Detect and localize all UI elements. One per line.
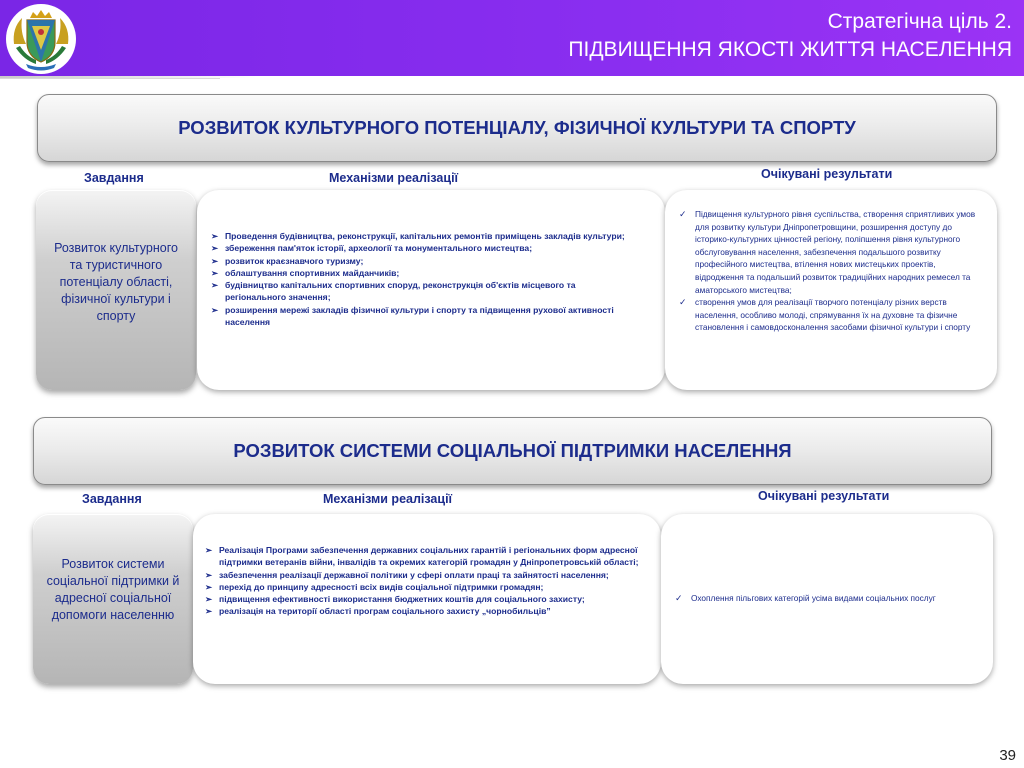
list-item: ➢ реалізація на території області програм соціального захисту „чорнобильців” (205, 606, 551, 617)
arrow-bullet-icon: ➢ (211, 243, 219, 254)
section2-results-list (673, 592, 979, 605)
section2-mechanisms-list (205, 544, 643, 618)
section2-results-box (661, 514, 993, 684)
section1-col-results: Очікувані результати (761, 167, 893, 181)
section1-results-box (665, 190, 997, 390)
list-item: ➢ збереження пам'яток історії, археології та монументального мистецтва; (211, 243, 533, 254)
arrow-bullet-icon: ➢ (205, 569, 213, 580)
list-item: ➢ розширення мережі закладів фізичної культури і спорту та підвищення рухової активності населення (211, 304, 614, 328)
list-item: ➢ Проведення будівництва, реконструкції, капітальних ремонтів приміщень закладів культури; (211, 231, 625, 241)
section2-col-results: Очікувані результати (758, 489, 890, 503)
section2-mechanisms-box (193, 514, 661, 684)
section2-task-box (33, 514, 193, 684)
section1-mechanisms-list (211, 230, 635, 328)
arrow-bullet-icon: ➢ (211, 280, 219, 291)
section1-mechanisms-box (197, 190, 665, 390)
arrow-bullet-icon: ➢ (205, 545, 213, 555)
list-item: ✓ Охоплення пільгових категорій усіма видами соціальних послуг (675, 593, 936, 603)
arrow-bullet-icon: ➢ (211, 267, 219, 278)
arrow-bullet-icon: ➢ (205, 581, 213, 592)
section1-col-tasks: Завдання (84, 171, 144, 185)
list-item: ➢ перехід до принципу адресності всіх видів соціальної підтримки громадян; (205, 581, 544, 592)
arrow-bullet-icon: ➢ (211, 231, 219, 241)
section1-title: РОЗВИТОК КУЛЬТУРНОГО ПОТЕНЦІАЛУ, ФІЗИЧНОЇ КУЛЬТУРИ ТА СПОРТУ (178, 117, 856, 138)
header-divider-accent (0, 78, 220, 79)
header-bar (0, 0, 1024, 76)
coat-of-arms-icon (6, 4, 76, 74)
strategic-goal-title: ПІДВИЩЕННЯ ЯКОСТІ ЖИТТЯ НАСЕЛЕННЯ (568, 38, 1012, 61)
list-item: ➢ Реалізація Програми забезпечення державних соціальних гарантій і регіональних форм адресної підтримки ветеранів війни, інвалідів та окремих категорій громадян у Дніпропетровській області; (205, 545, 639, 568)
arrow-bullet-icon: ➢ (205, 594, 213, 605)
section2-banner (33, 417, 992, 485)
checkmark-icon: ✓ (679, 209, 687, 219)
page-number: 39 (999, 747, 1016, 764)
checkmark-icon: ✓ (675, 593, 683, 603)
strategic-goal-label: Стратегічна ціль 2. (827, 10, 1012, 33)
section1-task-text: Розвиток культурного та туристичного потенціалу області, фізичної культури і спорту (54, 241, 178, 323)
list-item: ➢ забезпечення реалізації державної політики у сфері оплати праці та зайнятості населення; (205, 569, 609, 580)
list-item: ➢ розвиток краєзнавчого туризму; (211, 255, 364, 266)
list-item: ✓ Підвищення культурного рівня суспільства, створення сприятливих умов для розвитку культури Дніпропетровщини, розширення доступу до історико-культурних цінностей регіону, поліпшення рівня культурного обслуговування населення, забезпечення подальшого розвитку професійного мистецтва, втілення нових мистецьких проектів, відродження та подальший розвиток традиційних народних ремесел та аматорського мистецтва; (679, 209, 976, 295)
list-item: ✓ створення умов для реалізації творчого потенціалу різних верств населення, особливо молоді, спрямування їх на духовне та фізичне становлення і самовдосконалення засобами фізичної культури і спорту (679, 297, 971, 333)
arrow-bullet-icon: ➢ (211, 304, 219, 315)
section1-col-mechanisms: Механізми реалізації (329, 171, 459, 185)
section1-task-box (36, 190, 196, 390)
list-item: ➢ підвищення ефективності використання бюджетних коштів для соціального захисту; (205, 594, 585, 605)
list-item: ➢ будівництво капітальних спортивних споруд, реконструкція об'єктів місцевого та регіонального значення; (211, 280, 576, 303)
checkmark-icon: ✓ (679, 297, 687, 308)
arrow-bullet-icon: ➢ (205, 606, 213, 617)
list-item: ➢ облаштування спортивних майданчиків; (211, 267, 400, 278)
arrow-bullet-icon: ➢ (211, 255, 219, 266)
section1-banner (37, 94, 997, 162)
section2-col-mechanisms: Механізми реалізації (323, 492, 453, 506)
section2-task-text: Розвиток системи соціальної підтримки й адресної соціальної допомоги населенню (46, 557, 180, 622)
section2-col-tasks: Завдання (82, 492, 142, 506)
section1-results-list (677, 208, 983, 334)
section2-title: РОЗВИТОК СИСТЕМИ СОЦІАЛЬНОЇ ПІДТРИМКИ НАСЕЛЕННЯ (233, 440, 792, 461)
page-title (312, 8, 1012, 64)
